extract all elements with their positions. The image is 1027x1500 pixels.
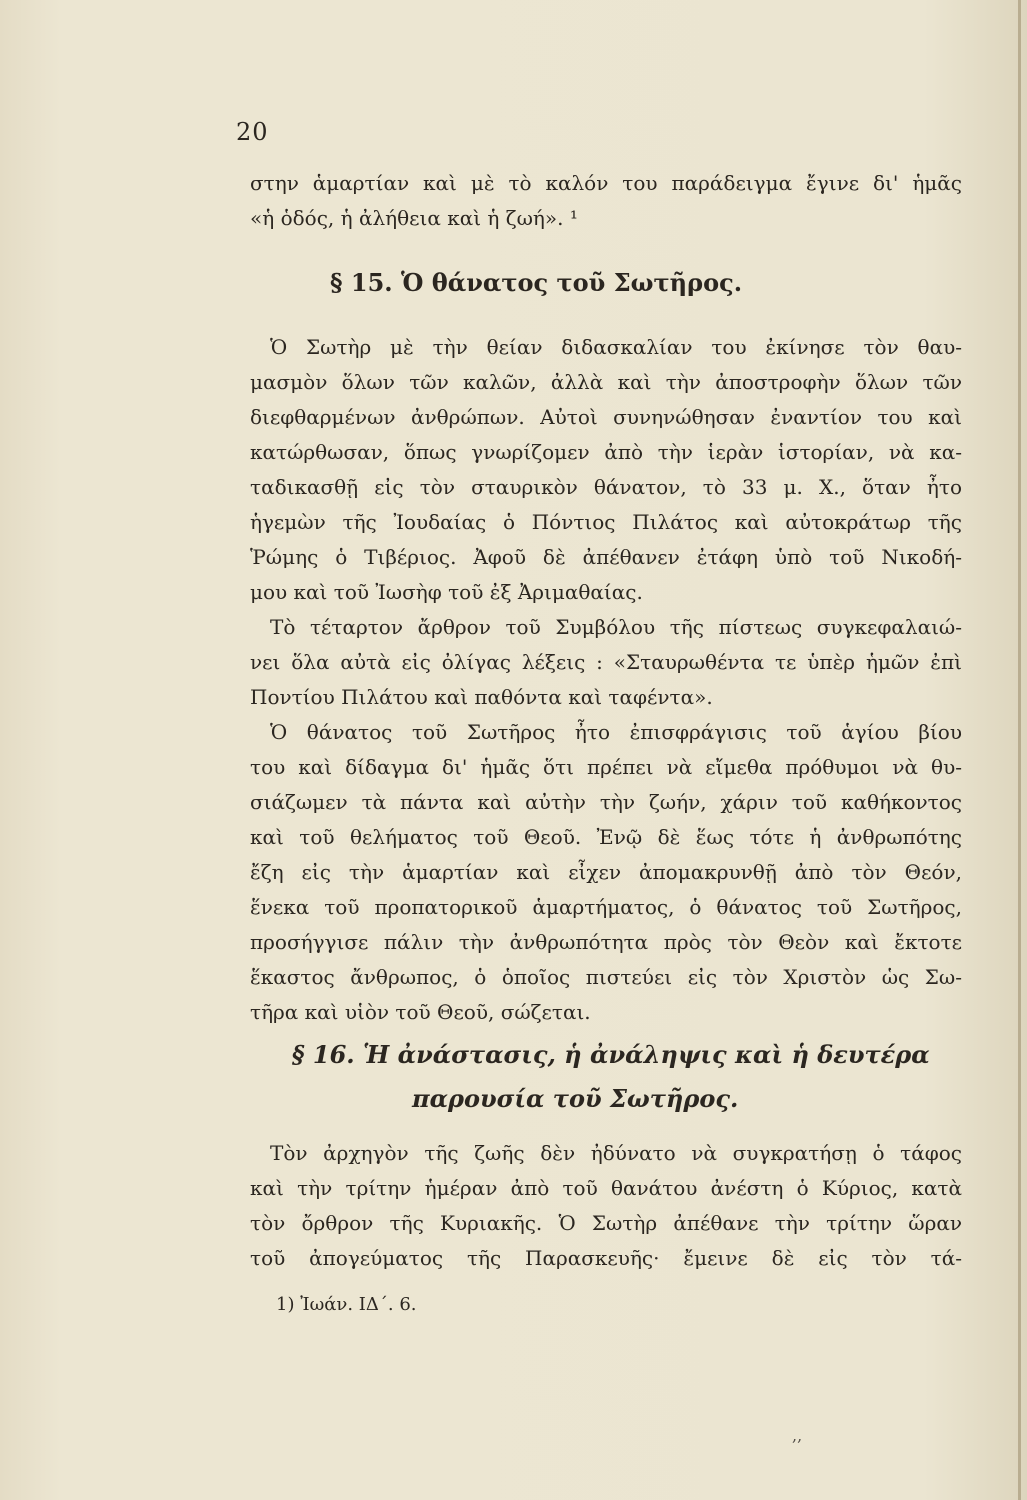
page-edge bbox=[1018, 0, 1021, 1500]
stray-mark: ,, bbox=[792, 1426, 803, 1445]
text-line: τὸν ὄρθρον τῆς Κυριακῆς. Ὁ Σωτὴρ ἀπέθανε τὴν τρίτην ὥραν bbox=[250, 1211, 962, 1235]
text-line: Τὸν ἀρχηγὸν τῆς ζωῆς δὲν ἠδύνατο νὰ συγκρατήσῃ ὁ τάφος bbox=[270, 1141, 962, 1165]
section-16-body bbox=[250, 1136, 962, 1276]
text-line: τῆρα καὶ υἱὸν τοῦ Θεοῦ, σώζεται. bbox=[250, 1000, 591, 1024]
text-line: στην ἁμαρτίαν καὶ μὲ τὸ καλόν του παράδειγμα ἔγινε δι' ἡμᾶς bbox=[250, 171, 962, 195]
section-16-heading-line1: § 16. Ἡ ἀνάστασις, ἡ ἀνάληψις καὶ ἡ δευτέρα bbox=[292, 1040, 930, 1069]
text-line: διεφθαρμένων ἀνθρώπων. Αὐτοὶ συνηνώθησαν ἐναντίον του καὶ bbox=[250, 405, 962, 429]
text-line: μου καὶ τοῦ Ἰωσὴφ τοῦ ἐξ Ἀριμαθαίας. bbox=[250, 580, 643, 604]
text-line: ἕνεκα τοῦ προπατορικοῦ ἁμαρτήματος, ὁ θάνατος τοῦ Σωτῆρος, bbox=[250, 895, 962, 919]
section-15-heading: § 15. Ὁ θάνατος τοῦ Σωτῆρος. bbox=[330, 268, 743, 297]
text-line: καὶ τοῦ θελήματος τοῦ Θεοῦ. Ἐνῷ δὲ ἕως τότε ἡ ἀνθρωπότης bbox=[250, 825, 962, 849]
text-line: του καὶ δίδαγμα δι' ἡμᾶς ὅτι πρέπει νὰ εἴμεθα πρόθυμοι νὰ θυ- bbox=[250, 755, 962, 779]
text-line: Ῥώμης ὁ Τιβέριος. Ἀφοῦ δὲ ἀπέθανεν ἐτάφη ὑπὸ τοῦ Νικοδή- bbox=[250, 545, 962, 569]
text-line: σιάζωμεν τὰ πάντα καὶ αὐτὴν τὴν ζωήν, χάριν τοῦ καθήκοντος bbox=[250, 790, 962, 814]
text-line: Ὁ Σωτὴρ μὲ τὴν θείαν διδασκαλίαν του ἐκίνησε τὸν θαυ- bbox=[270, 335, 962, 359]
section-16-heading-line2: παρουσία τοῦ Σωτῆρος. bbox=[412, 1084, 739, 1113]
text-line: καὶ τὴν τρίτην ἡμέραν ἀπὸ τοῦ θανάτου ἀνέστη ὁ Κύριος, κατὰ bbox=[250, 1176, 962, 1200]
text-line: «ἡ ὁδός, ἡ ἀλήθεια καὶ ἡ ζωή». ¹ bbox=[250, 206, 578, 230]
text-line: προσήγγισε πάλιν τὴν ἀνθρωπότητα πρὸς τὸν Θεὸν καὶ ἔκτοτε bbox=[250, 930, 962, 954]
text-line: κατώρθωσαν, ὅπως γνωρίζομεν ἀπὸ τὴν ἱερὰν ἱστορίαν, νὰ κα- bbox=[250, 440, 962, 464]
text-line: ἔζη εἰς τὴν ἁμαρτίαν καὶ εἶχεν ἀπομακρυνθῇ ἀπὸ τὸν Θεόν, bbox=[250, 860, 962, 884]
text-line: Ποντίου Πιλάτου καὶ παθόντα καὶ ταφέντα». bbox=[250, 685, 713, 709]
text-line: τοῦ ἀπογεύματος τῆς Παρασκευῆς· ἔμεινε δὲ εἰς τὸν τά- bbox=[250, 1246, 962, 1270]
footnote: 1) Ἰωάν. ΙΔ΄. 6. bbox=[276, 1294, 417, 1315]
text-line: Τὸ τέταρτον ἄρθρον τοῦ Συμβόλου τῆς πίστεως συγκεφαλαιώ- bbox=[270, 615, 962, 639]
text-line: ἡγεμὼν τῆς Ἰουδαίας ὁ Πόντιος Πιλάτος καὶ αὐτοκράτωρ τῆς bbox=[250, 510, 962, 534]
text-line: ταδικασθῇ εἰς τὸν σταυρικὸν θάνατον, τὸ 33 μ. Χ., ὅταν ἦτο bbox=[250, 475, 962, 499]
text-line: νει ὅλα αὐτὰ εἰς ὀλίγας λέξεις : «Σταυρωθέντα τε ὑπὲρ ἡμῶν ἐπὶ bbox=[250, 650, 962, 674]
text-line: Ὁ θάνατος τοῦ Σωτῆρος ἦτο ἐπισφράγισις τοῦ ἁγίου βίου bbox=[270, 720, 962, 744]
text-line: ἕκαστος ἄνθρωπος, ὁ ὁποῖος πιστεύει εἰς τὸν Χριστὸν ὡς Σω- bbox=[250, 965, 962, 989]
opening-paragraph bbox=[250, 166, 962, 236]
page-number: 20 bbox=[236, 118, 269, 146]
text-line: μασμὸν ὅλων τῶν καλῶν, ἀλλὰ καὶ τὴν ἀποστροφὴν ὅλων τῶν bbox=[250, 370, 962, 394]
section-15-body bbox=[250, 330, 962, 1030]
